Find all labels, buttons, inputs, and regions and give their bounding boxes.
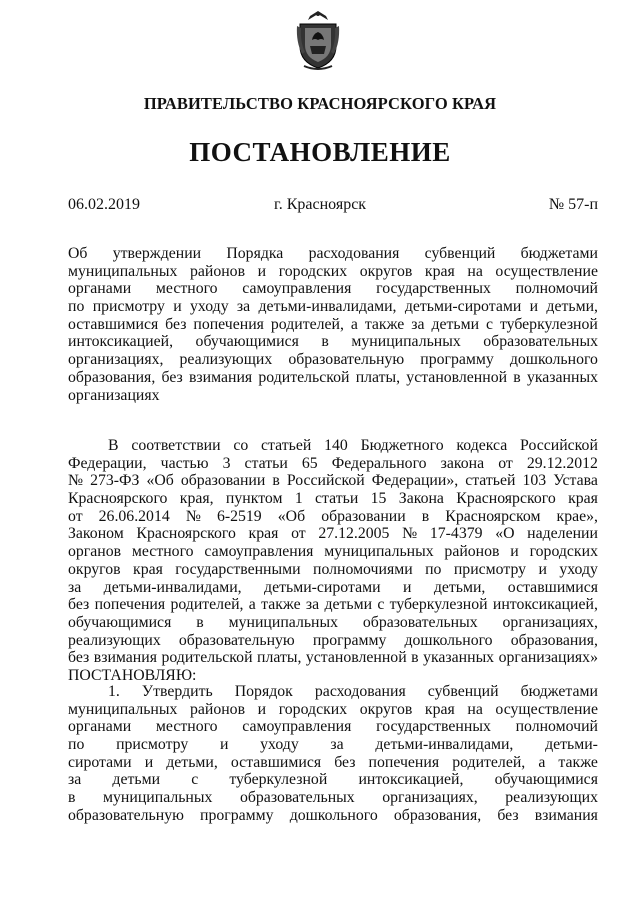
word: Красноярского xyxy=(456,490,556,508)
word: образовательную xyxy=(68,806,184,824)
word: по xyxy=(68,736,85,754)
document-type-title: ПОСТАНОВЛЕНИЕ xyxy=(189,137,451,167)
word: государственных xyxy=(376,280,491,298)
word: субвенций xyxy=(427,683,499,700)
text-line xyxy=(68,472,598,490)
text-line xyxy=(68,351,598,369)
text-line xyxy=(68,490,598,508)
word: муниципальных xyxy=(351,333,461,351)
word: 6-2519 xyxy=(216,507,262,525)
word: местного xyxy=(155,718,218,736)
word: за xyxy=(68,578,82,596)
word: родителей, xyxy=(170,596,244,614)
word: полномочий xyxy=(515,280,598,298)
word: округов xyxy=(68,560,121,578)
word: 26.06.2014 xyxy=(98,507,170,525)
word: 29.12.2012 xyxy=(526,454,598,472)
text-line xyxy=(68,387,598,405)
word: с xyxy=(486,315,494,333)
word: детьми xyxy=(324,596,373,614)
word: городских xyxy=(529,543,598,561)
document-city: г. Красноярск xyxy=(273,196,367,213)
word: № xyxy=(68,472,84,490)
word: образовательных xyxy=(239,789,355,807)
word: детьми xyxy=(431,315,480,333)
word: и xyxy=(402,578,412,596)
word: в xyxy=(421,507,430,525)
word: присмотру xyxy=(453,560,527,578)
word: Российской xyxy=(286,472,365,490)
word: бюджетами xyxy=(520,245,598,262)
word: Устава xyxy=(553,472,598,490)
word: и xyxy=(173,298,182,316)
text-line xyxy=(68,280,598,298)
word: расходования xyxy=(314,683,406,700)
text-line xyxy=(68,455,598,473)
word: родительской xyxy=(258,368,350,386)
text-line xyxy=(68,245,598,263)
word: организациях, xyxy=(68,351,164,369)
word: закона xyxy=(440,454,485,472)
word: районов xyxy=(189,262,246,280)
word: округов xyxy=(359,262,413,280)
word: 273-ФЗ xyxy=(90,472,140,490)
word: детьми-сиротами xyxy=(404,298,522,316)
word: государственных xyxy=(376,718,491,736)
word: органами xyxy=(68,718,132,736)
word: местного xyxy=(131,543,194,561)
word: самоуправления xyxy=(242,718,352,736)
word: от xyxy=(498,454,513,472)
word: платы, xyxy=(257,649,302,667)
word: программу xyxy=(312,631,387,649)
word: муниципальных xyxy=(228,613,338,631)
text-line xyxy=(68,667,598,685)
word: без xyxy=(68,596,90,614)
word: «О xyxy=(495,525,515,543)
word: родительской xyxy=(161,649,253,667)
word: а xyxy=(350,315,358,333)
word: интоксикацией, xyxy=(492,596,598,614)
word: родителей, xyxy=(270,315,344,333)
word: соответствии xyxy=(131,437,221,454)
word: дошкольного xyxy=(509,351,598,369)
coat-of-arms-icon xyxy=(296,10,340,72)
word: попечения xyxy=(193,315,264,333)
word: образования, xyxy=(68,368,156,386)
word: детьми, xyxy=(546,298,598,316)
word: статьи xyxy=(244,454,288,472)
text-line xyxy=(68,771,598,789)
word: образования, xyxy=(510,631,598,649)
word: детьми-инвалидами, xyxy=(103,578,242,596)
word: взимания xyxy=(188,368,253,386)
word: муниципальных xyxy=(68,262,178,280)
word: детьми, xyxy=(433,578,486,596)
word: муниципальных xyxy=(103,789,213,807)
word: осуществление xyxy=(495,700,598,718)
document-date: 06.02.2019 xyxy=(68,196,140,213)
word: полномочий xyxy=(515,718,598,736)
word: 140 xyxy=(324,437,348,454)
word: детьми-сиротами xyxy=(264,578,381,596)
word: в xyxy=(411,649,419,667)
word: за xyxy=(330,736,344,754)
word: 103 xyxy=(522,472,547,490)
word: на xyxy=(467,700,483,718)
word: реализующих xyxy=(68,631,161,649)
word: оставшимися xyxy=(68,315,159,333)
word: по xyxy=(425,560,442,578)
word: и xyxy=(219,736,229,754)
word: организациях, xyxy=(382,789,478,807)
word: самоуправления xyxy=(204,543,314,561)
word: детьми- xyxy=(545,736,598,754)
word: образовательную xyxy=(288,351,405,369)
word: статьей xyxy=(465,472,516,490)
text-line xyxy=(68,789,598,807)
word: Красноярского xyxy=(136,525,236,543)
word: организациях, xyxy=(502,613,598,631)
word: Красноярском xyxy=(445,507,541,525)
word: за xyxy=(411,315,425,333)
text-line xyxy=(68,736,598,754)
word: детьми-инвалидами, xyxy=(375,736,514,754)
text-line xyxy=(68,437,598,455)
word: образовании xyxy=(180,472,266,490)
word: дошкольного xyxy=(289,806,378,824)
text-line xyxy=(68,683,598,701)
text-line xyxy=(68,508,598,526)
word: В xyxy=(108,437,119,454)
word: уходу xyxy=(559,560,598,578)
word: в xyxy=(513,368,521,386)
word: в xyxy=(196,613,204,631)
word: присмотру xyxy=(116,736,189,754)
word: полномочиями xyxy=(312,560,413,578)
text-line xyxy=(68,596,598,614)
word: Федерации», xyxy=(371,472,459,490)
word: а xyxy=(538,753,546,771)
word: края xyxy=(424,700,455,718)
word: образовании xyxy=(321,507,406,525)
text-line xyxy=(68,316,598,334)
word: сиротами xyxy=(68,753,132,771)
word: районов xyxy=(444,543,500,561)
word: бюджетами xyxy=(520,683,598,700)
word: субвенций xyxy=(424,245,496,262)
word: также xyxy=(558,753,598,771)
word: муниципальных xyxy=(324,543,434,561)
word: утверждении xyxy=(112,245,202,262)
document-number: № 57-п xyxy=(548,196,598,213)
word: в xyxy=(321,333,329,351)
word: Бюджетного xyxy=(360,437,444,454)
word: уходу xyxy=(190,298,229,316)
word: статьи xyxy=(315,490,359,508)
text-line xyxy=(68,754,598,772)
word: интоксикацией, xyxy=(358,771,464,789)
word: «Об xyxy=(277,507,306,525)
text-line xyxy=(68,263,598,281)
text-line xyxy=(68,525,598,543)
text-line xyxy=(68,632,598,650)
word: в xyxy=(272,472,280,490)
word: статьей xyxy=(261,437,312,454)
text-line xyxy=(68,579,598,597)
word: частью xyxy=(160,454,209,472)
word: кодекса xyxy=(456,437,508,454)
word: присмотру xyxy=(92,298,165,316)
word: Красноярского xyxy=(68,490,168,508)
word: округов xyxy=(359,700,413,718)
word: крае», xyxy=(556,507,598,525)
word: органов xyxy=(68,543,122,561)
text-line xyxy=(68,614,598,632)
word: обучающимися xyxy=(494,771,598,789)
word: обучающимися xyxy=(195,333,299,351)
word: туберкулезной xyxy=(499,315,598,333)
word: за xyxy=(236,298,251,316)
word: и xyxy=(257,262,267,280)
word: со xyxy=(233,437,249,454)
word: также xyxy=(364,315,405,333)
word: и xyxy=(144,753,154,771)
word: от xyxy=(291,525,306,543)
word: Порядка xyxy=(226,245,284,262)
text-line xyxy=(68,543,598,561)
word: края xyxy=(568,490,598,508)
item-1-paragraph xyxy=(68,683,598,825)
word: Российской xyxy=(520,437,598,454)
text-line xyxy=(68,701,598,719)
word: городских xyxy=(278,262,348,280)
word: с xyxy=(377,596,385,614)
word: № xyxy=(402,525,418,543)
word: образовательных xyxy=(483,333,598,351)
word: оставшимися xyxy=(230,753,322,771)
word: организациях xyxy=(68,386,160,404)
word: интоксикацией, xyxy=(68,333,174,351)
word: с xyxy=(191,771,199,789)
word: края xyxy=(133,560,163,578)
word: попечения xyxy=(94,596,166,614)
word: дошкольного xyxy=(404,631,493,649)
organization-name: ПРАВИТЕЛЬСТВО КРАСНОЯРСКОГО КРАЯ xyxy=(143,94,497,113)
word: туберкулезной xyxy=(229,771,328,789)
word: на xyxy=(467,262,483,280)
word: 1. xyxy=(108,683,120,700)
word: осуществление xyxy=(495,262,598,280)
word: Закона xyxy=(398,490,444,508)
word: детьми, xyxy=(166,753,218,771)
word: а xyxy=(248,596,256,614)
word: края xyxy=(424,262,455,280)
word: без xyxy=(161,368,183,386)
word: 65 xyxy=(301,454,318,472)
word: самоуправления xyxy=(242,280,352,298)
word: без xyxy=(165,315,187,333)
word: государственными xyxy=(175,560,301,578)
word: ПОСТАНОВЛЯЮ: xyxy=(68,666,197,684)
word: расходования xyxy=(308,245,400,262)
word: туберкулезной xyxy=(389,596,488,614)
word: Федерации, xyxy=(68,454,147,472)
word: 17-4379 xyxy=(429,525,483,543)
text-line xyxy=(68,649,598,667)
word: муниципальных xyxy=(68,700,178,718)
word: 1 xyxy=(294,490,303,508)
word: по xyxy=(68,298,85,316)
word: Утвердить xyxy=(141,683,213,700)
word: без xyxy=(497,806,519,824)
text-line xyxy=(68,561,598,579)
text-line xyxy=(68,718,598,736)
word: попечения xyxy=(368,753,440,771)
word: края, xyxy=(179,490,214,508)
text-line xyxy=(68,369,598,387)
word: уходу xyxy=(260,736,299,754)
word: без xyxy=(334,753,356,771)
word: оставшимися xyxy=(507,578,598,596)
word: платы, xyxy=(355,368,401,386)
text-line xyxy=(68,333,598,351)
text-line xyxy=(68,807,598,825)
resolution-subject xyxy=(68,245,598,404)
word: программу xyxy=(420,351,494,369)
word: «Об xyxy=(146,472,174,490)
word: 15 xyxy=(370,490,387,508)
word: программу xyxy=(200,806,274,824)
word: 3 xyxy=(222,454,231,472)
word: и xyxy=(257,700,267,718)
word: установленной xyxy=(305,649,407,667)
preamble-paragraph xyxy=(68,437,598,685)
word: образования, xyxy=(393,806,482,824)
text-line xyxy=(68,298,598,316)
word: установленной xyxy=(406,368,508,386)
word: наделении xyxy=(527,525,598,543)
word: родителей, xyxy=(452,753,526,771)
word: и xyxy=(510,543,519,561)
word: детьми-инвалидами, xyxy=(258,298,397,316)
word: края xyxy=(248,525,279,543)
word: взимания xyxy=(534,806,598,824)
word: Об xyxy=(68,245,88,262)
word: 27.12.2005 xyxy=(318,525,390,543)
word: указанных xyxy=(423,649,495,667)
word: Федерального xyxy=(331,454,427,472)
word: без xyxy=(68,649,90,667)
word: организациях» xyxy=(498,649,598,667)
word: органами xyxy=(68,280,132,298)
word: за xyxy=(68,771,82,789)
word: Законом xyxy=(68,525,124,543)
word: образовательных xyxy=(362,613,478,631)
word: образовательную xyxy=(178,631,295,649)
word: № xyxy=(185,507,201,525)
word: и xyxy=(538,560,547,578)
word: городских xyxy=(278,700,348,718)
word: пунктом xyxy=(225,490,283,508)
word: обучающимися xyxy=(68,613,172,631)
word: реализующих xyxy=(505,789,598,807)
word: Порядок xyxy=(234,683,293,700)
word: указанных xyxy=(526,368,598,386)
word: за xyxy=(305,596,320,614)
word: также xyxy=(261,596,301,614)
word: районов xyxy=(189,700,246,718)
word: и xyxy=(529,298,539,316)
word: взимания xyxy=(93,649,157,667)
word: от xyxy=(68,507,83,525)
word: местного xyxy=(155,280,218,298)
word: в xyxy=(68,789,76,807)
word: детьми xyxy=(112,771,161,789)
word: реализующих xyxy=(179,351,273,369)
